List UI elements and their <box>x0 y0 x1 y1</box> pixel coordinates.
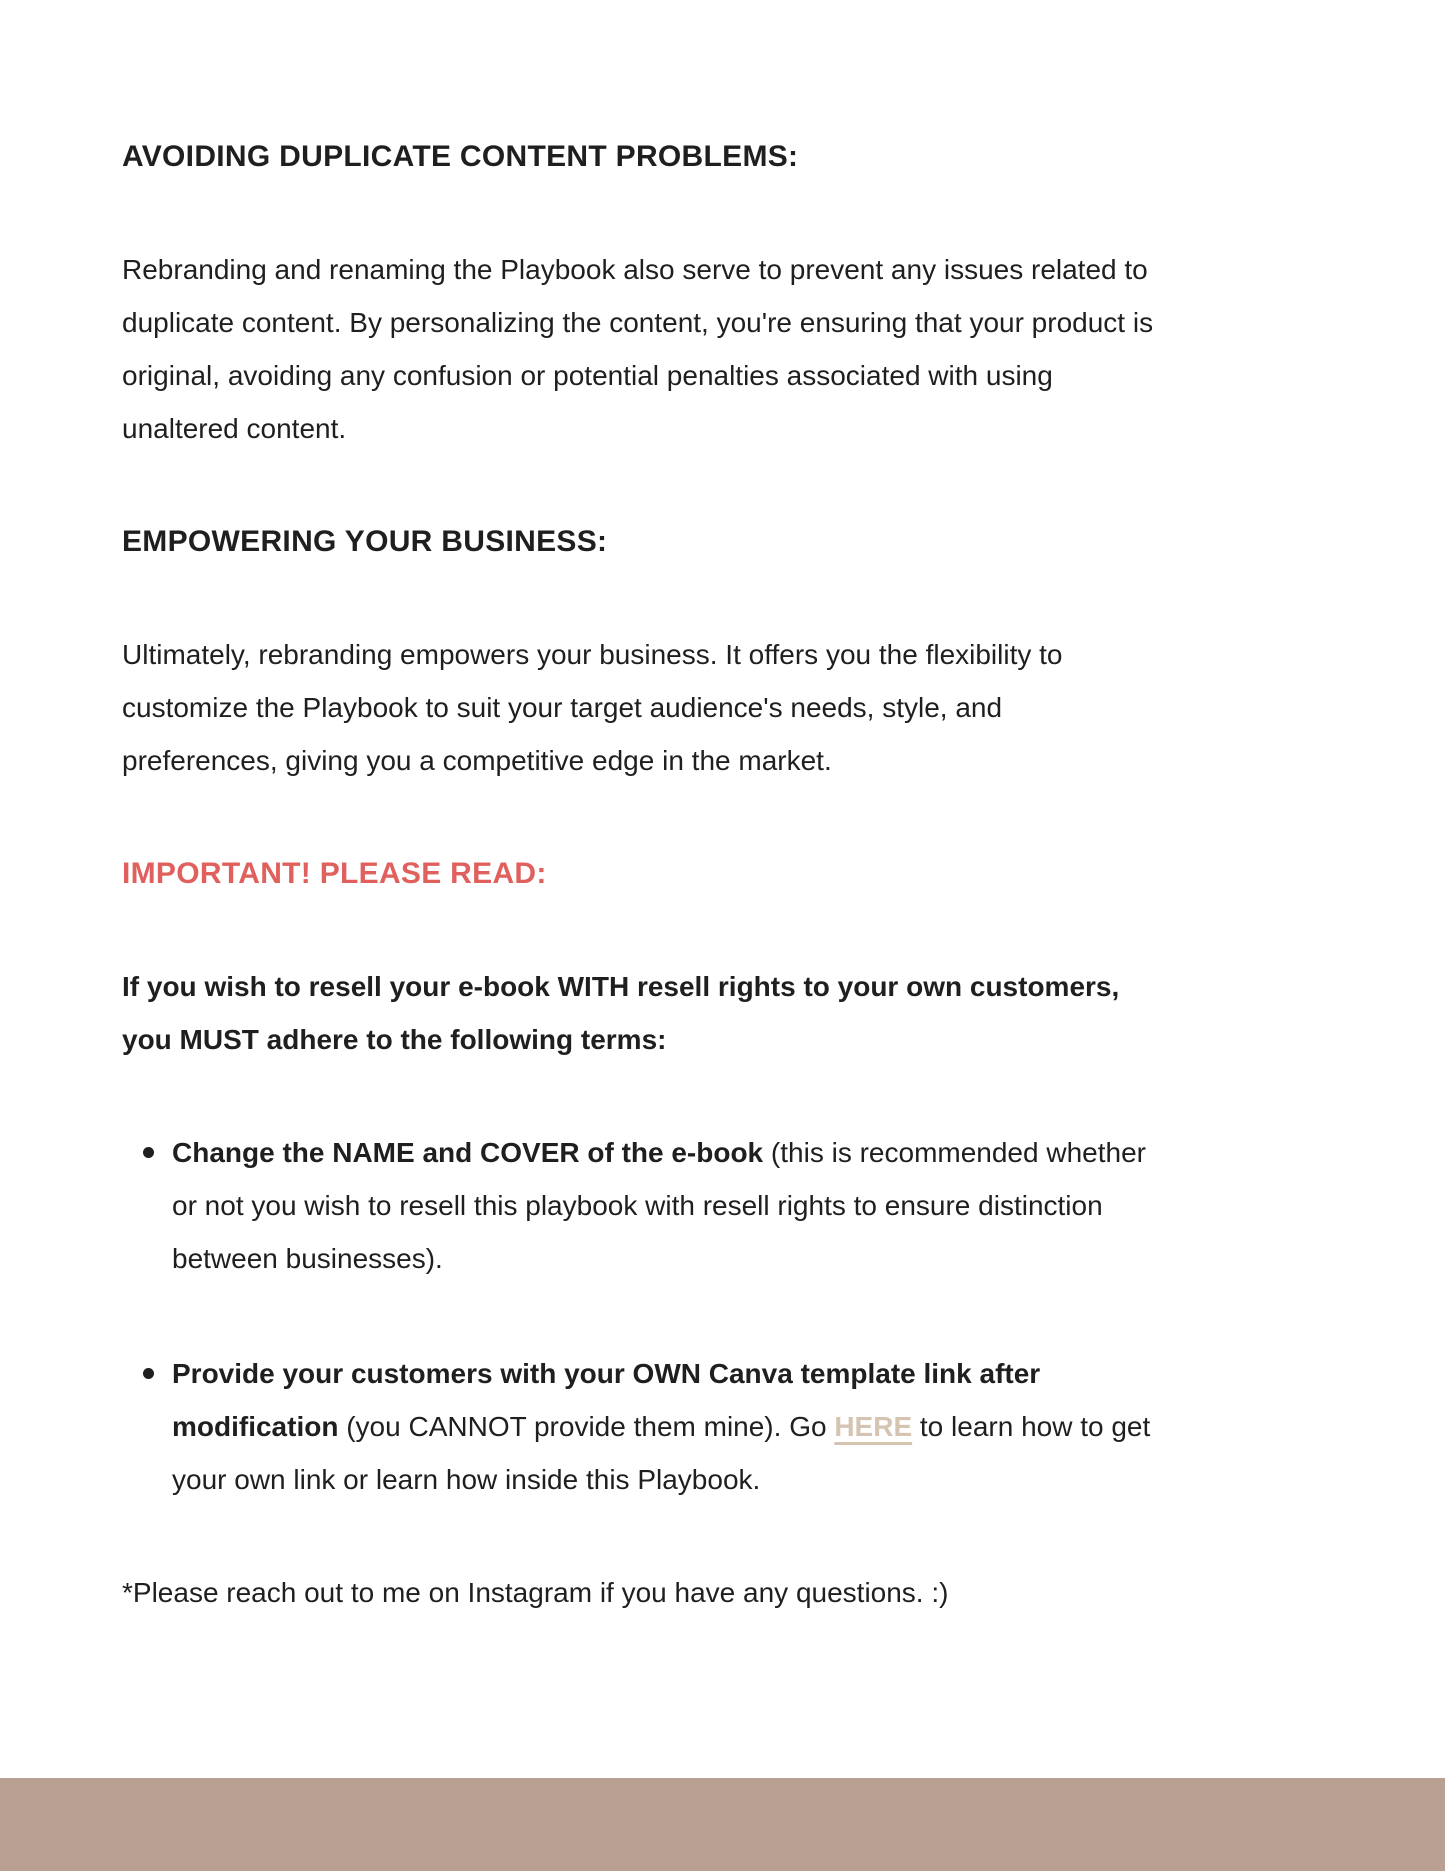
here-link[interactable]: HERE <box>834 1411 913 1442</box>
page-content <box>122 130 1162 1619</box>
term-item-own-canva-link <box>122 1347 1162 1506</box>
term-bold-text: Change the NAME and COVER of the e-book <box>172 1137 764 1168</box>
bottom-bar <box>0 1778 1445 1871</box>
section-heading-empowering-business: EMPOWERING YOUR BUSINESS: <box>122 525 608 558</box>
resell-terms-intro: If you wish to resell your e-book WITH resell rights to your own customers, you MUST adhere to the following terms: <box>122 971 1120 1055</box>
term-item-change-name-cover <box>122 1126 1162 1285</box>
term-regular-text: (you CANNOT provide them mine). Go <box>338 1411 835 1442</box>
important-heading: IMPORTANT! PLEASE READ: <box>122 857 547 890</box>
instagram-note: *Please reach out to me on Instagram if you have any questions. :) <box>122 1577 949 1608</box>
section-heading-avoiding-duplicate-content: AVOIDING DUPLICATE CONTENT PROBLEMS: <box>122 140 799 173</box>
term-regular-text: (this is recommended whether or not you wish to resell this playbook with resell rights to ensure distinction between businesses). <box>172 1137 1146 1274</box>
term-bold-text: Provide your customers with your OWN Canva template link after modification <box>172 1358 1041 1442</box>
bullet-dot <box>143 1147 154 1158</box>
bullet-dot <box>143 1368 154 1379</box>
term-regular-text: to learn how to get your own link or learn how inside this Playbook. <box>172 1411 1151 1495</box>
paragraph-duplicate-content: Rebranding and renaming the Playbook also serve to prevent any issues related to duplicate content. By personalizing the content, you're ensuring that your product is original, avoiding any confusion or potential penalties associated with using unaltered content. <box>122 254 1154 444</box>
paragraph-empowering-business: Ultimately, rebranding empowers your business. It offers you the flexibility to customize the Playbook to suit your target audience's needs, style, and preferences, giving you a competitive edge in the market. <box>122 639 1063 776</box>
terms-list <box>122 1126 1162 1506</box>
